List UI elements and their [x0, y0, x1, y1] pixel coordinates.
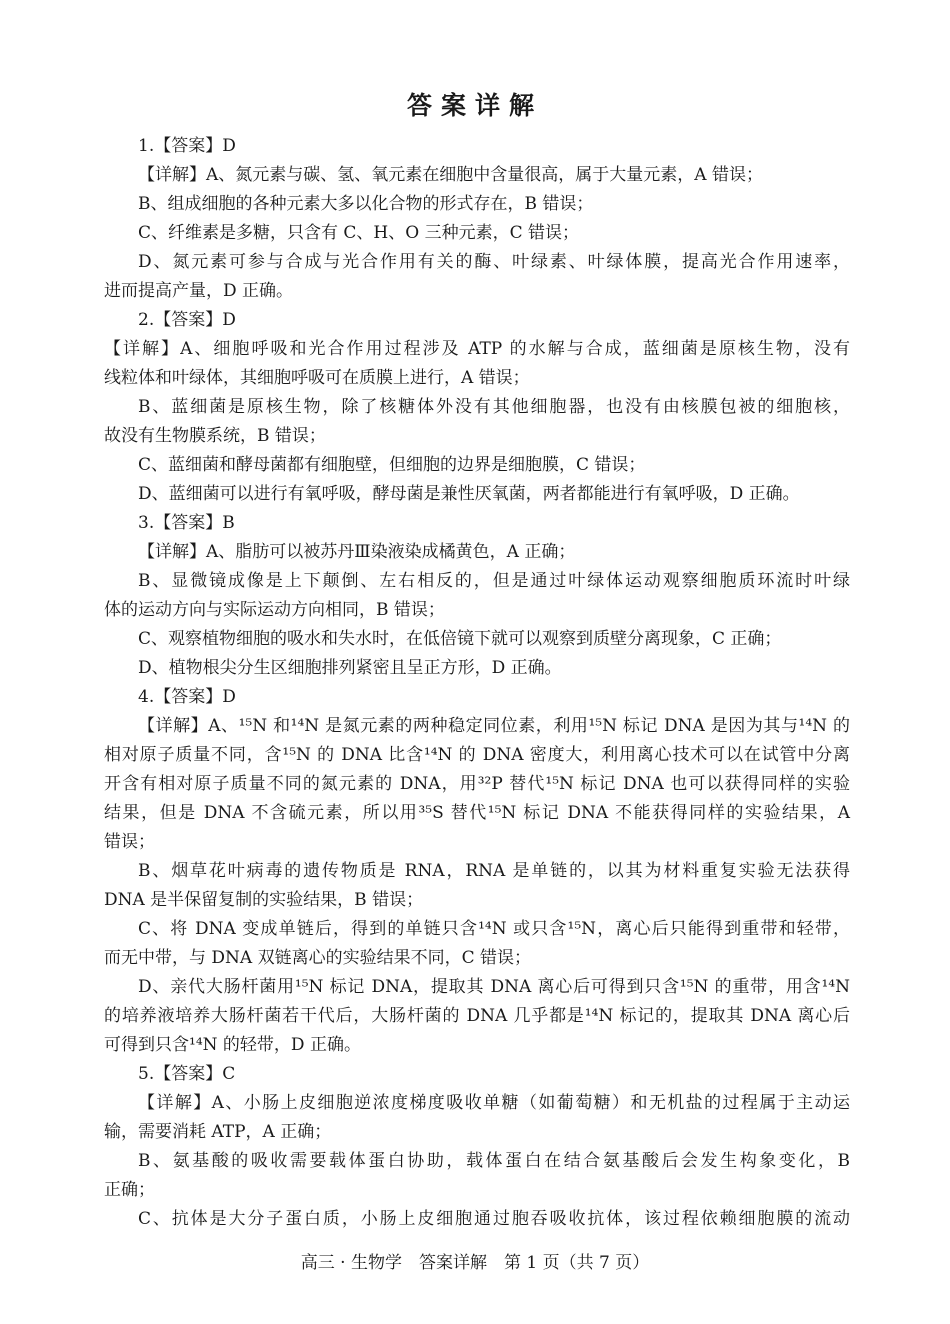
explanation-line: C、蓝细菌和酵母菌都有细胞壁，但细胞的边界是细胞膜，C 错误；: [138, 455, 646, 475]
explanation-line: B、烟草花叶病毒的遗传物质是 RNA，RNA 是单链的，以其为材料重复实验无法获得: [138, 861, 850, 881]
answer-line: 5.【答案】C: [138, 1064, 236, 1084]
answer-line: 3.【答案】B: [138, 513, 235, 533]
explanation-line: C、将 DNA 变成单链后，得到的单链只含¹⁴N 或只含¹⁵N，离心后只能得到重带和轻带，: [138, 919, 850, 939]
explanation-line: C、抗体是大分子蛋白质，小肠上皮细胞通过胞吞吸收抗体，该过程依赖细胞膜的流动: [138, 1209, 850, 1229]
explanation-line: C、观察植物细胞的吸水和失水时，在低倍镜下就可以观察到质壁分离现象，C 正确；: [138, 629, 782, 649]
explanation-line: DNA 是半保留复制的实验结果，B 错误；: [104, 890, 424, 910]
explanation-line: 可得到只含¹⁴N 的轻带，D 正确。: [104, 1035, 361, 1055]
explanation-line: 故没有生物膜系统，B 错误；: [104, 426, 326, 446]
page-footer: 高三 · 生物学 答案详解 第 1 页（共 7 页）: [300, 1253, 650, 1273]
explanation-line: 【详解】A、氮元素与碳、氢、氧元素在细胞中含量很高，属于大量元素，A 错误；: [138, 165, 763, 185]
answer-line: 1.【答案】D: [138, 136, 236, 156]
explanation-line: B、组成细胞的各种元素大多以化合物的形式存在，B 错误；: [138, 194, 594, 214]
explanation-line: 【详解】A、小肠上皮细胞逆浓度梯度吸收单糖（如葡萄糖）和无机盐的过程属于主动运: [138, 1093, 850, 1113]
explanation-line: B、显微镜成像是上下颠倒、左右相反的，但是通过叶绿体运动观察细胞质环流时叶绿: [138, 571, 850, 591]
explanation-line: D、氮元素可参与合成与光合作用有关的酶、叶绿素、叶绿体膜，提高光合作用速率，: [138, 252, 850, 272]
answer-content: [104, 132, 850, 1234]
explanation-line: 【详解】A、细胞呼吸和光合作用过程涉及 ATP 的水解与合成，蓝细菌是原核生物，没有: [104, 339, 850, 359]
explanation-line: 相对原子质量不同，含¹⁵N 的 DNA 比含¹⁴N 的 DNA 密度大，利用离心技术可以在试管中分离: [104, 745, 850, 765]
explanation-line: 结果，但是 DNA 不含硫元素，所以用³⁵S 替代¹⁵N 标记 DNA 不能获得同样的实验结果，A: [104, 803, 850, 823]
explanation-line: D、亲代大肠杆菌用¹⁵N 标记 DNA，提取其 DNA 离心后可得到只含¹⁵N 的重带，用含¹⁴N: [138, 977, 850, 997]
explanation-line: D、蓝细菌可以进行有氧呼吸，酵母菌是兼性厌氧菌，两者都能进行有氧呼吸，D 正确。: [138, 484, 800, 504]
page-title: 答案详解: [406, 91, 543, 120]
explanation-line: 而无中带，与 DNA 双链离心的实验结果不同，C 错误；: [104, 948, 531, 968]
answer-line: 2.【答案】D: [138, 310, 236, 330]
explanation-line: 开含有相对原子质量不同的氮元素的 DNA，用³²P 替代¹⁵N 标记 DNA 也可以获得同样的实验: [104, 774, 850, 794]
explanation-line: B、氨基酸的吸收需要载体蛋白协助，载体蛋白在结合氨基酸后会发生构象变化，B: [138, 1151, 850, 1171]
explanation-line: 输，需要消耗 ATP，A 正确；: [104, 1122, 332, 1142]
explanation-line: 错误；: [104, 832, 155, 852]
explanation-line: 的培养液培养大肠杆菌若干代后，大肠杆菌的 DNA 几乎都是¹⁴N 标记的，提取其 DNA 离心后: [104, 1006, 850, 1026]
explanation-line: B、蓝细菌是原核生物，除了核糖体外没有其他细胞器，也没有由核膜包被的细胞核，: [138, 397, 850, 417]
answer-line: 4.【答案】D: [138, 687, 236, 707]
explanation-line: D、植物根尖分生区细胞排列紧密且呈正方形，D 正确。: [138, 658, 562, 678]
explanation-line: C、纤维素是多糖，只含有 C、H、O 三种元素，C 错误；: [138, 223, 579, 243]
explanation-line: 正确；: [104, 1180, 155, 1200]
explanation-line: 体的运动方向与实际运动方向相同，B 错误；: [104, 600, 445, 620]
explanation-line: 进而提高产量，D 正确。: [104, 281, 294, 301]
explanation-line: 【详解】A、脂肪可以被苏丹Ⅲ染液染成橘黄色，A 正确；: [138, 542, 576, 562]
explanation-line: 线粒体和叶绿体，其细胞呼吸可在质膜上进行，A 错误；: [104, 368, 530, 388]
explanation-line: 【详解】A、¹⁵N 和¹⁴N 是氮元素的两种稳定同位素，利用¹⁵N 标记 DNA 是因为其与¹⁴N 的: [138, 716, 850, 736]
